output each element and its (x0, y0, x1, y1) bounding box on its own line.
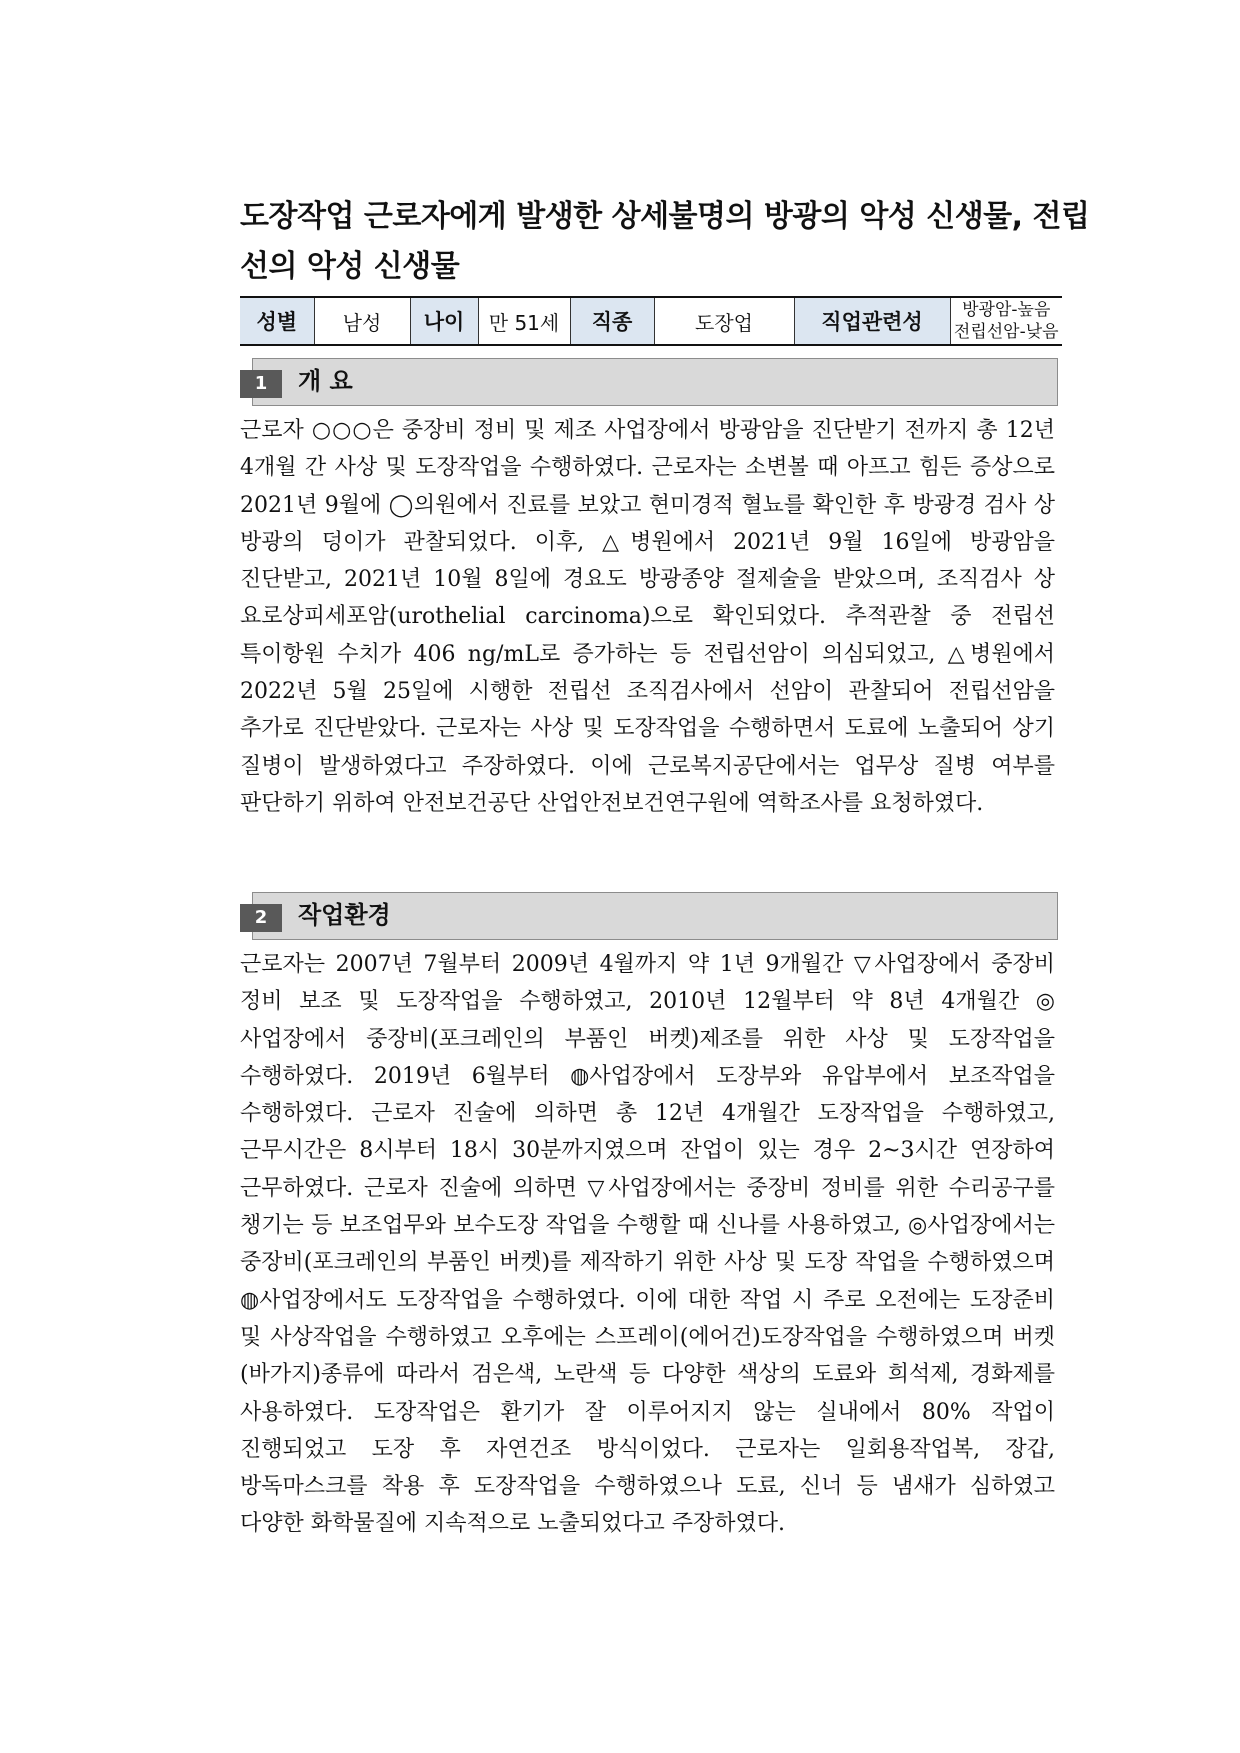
relevance-value (950, 297, 1062, 345)
gender-value: 남성 (314, 297, 410, 345)
relevance-bladder: 방광암-높음 (962, 300, 1051, 320)
section-header-work-environment (240, 892, 1058, 940)
relevance-prostate: 전립선암-낮음 (953, 322, 1059, 342)
relevance-label: 직업관련성 (794, 297, 950, 345)
section-body-work-environment: 근로자는 2007년 7월부터 2009년 4월까지 약 1년 9개월간 ▽사업장에서 중장비 정비 보조 및 도장작업을 수행하였고, 2010년 12월부터 약 8년 4개월간 ◎사업장에서 중장비(포크레인의 부품인 버켓)제조를 위한 사상 및 도장작업을 수행하였다. 2019년 6월부터 ◍사업장에서 도장부와 유압부에서 보조작업을 수행하였다. 근로자 진술에 의하면 총 12년 4개월간 도장작업을 수행하였고, 근무시간은 8시부터 18시 30분까지였으며 잔업이 있는 경우 2~3시간 연장하여 근무하였다. 근로자 진술에 의하면 ▽사업장에서는 중장비 정비를 위한 수리공구를 챙기는 등 보조업무와 보수도장 작업을 수행할 때 신나를 사용하였고, ◎사업장에서는 중장비(포크레인의 부품인 버켓)를 제작하기 위한 사상 및 도장 작업을 수행하였으며 ◍사업장에서도 도장작업을 수행하였다. 이에 대한 작업 시 주로 오전에는 도장준비 및 사상작업을 수행하였고 오후에는 스프레이(에어건)도장작업을 수행하였으며 버켓(바가지)종류에 따라서 검은색, 노란색 등 다양한 색상의 도료와 희석제, 경화제를 사용하였다. 도장작업은 환기가 잘 이루어지지 않는 실내에서 80% 작업이 진행되었고 도장 후 자연건조 방식이었다. 근로자는 일회용작업복, 장갑, 방독마스크를 착용 후 도장작업을 수행하였으나 도료, 신너 등 냄새가 심하였고 다양한 화학물질에 지속적으로 노출되었다고 주장하였다. (240, 952, 1055, 1537)
case-info-table (240, 296, 1062, 346)
section-number: 1 (240, 370, 282, 398)
section-header-bar (252, 358, 1058, 406)
section-title: 개 요 (298, 367, 353, 395)
document-title: 도장작업 근로자에게 발생한 상세불명의 방광의 악성 신생물, 전립선의 악성 신생물 (240, 199, 1090, 284)
section-body-overview: 근로자 ○○○은 중장비 정비 및 제조 사업장에서 방광암을 진단받기 전까지 총 12년 4개월 간 사상 및 도장작업을 수행하였다. 근로자는 소변볼 때 아프고 힘든 증상으로 2021년 9월에 ◯의원에서 진료를 보았고 현미경적 혈뇨를 확인한 후 방광경 검사 상 방광의 덩이가 관찰되었다. 이후, △병원에서 2021년 9월 16일에 방광암을 진단받고, 2021년 10월 8일에 경요도 방광종양 절제술을 받았으며, 조직검사 상 요로상피세포암(urothelial carcinoma)으로 확인되었다. 추적관찰 중 전립선 특이항원 수치가 406 ng/mL로 증가하는 등 전립선암이 의심되었고, △병원에서 2022년 5월 25일에 시행한 전립선 조직검사에서 선암이 관찰되어 전립선암을 추가로 진단받았다. 근로자는 사상 및 도장작업을 수행하면서 도료에 노출되어 상기 질병이 발생하였다고 주장하였다. 이에 근로복지공단에서는 업무상 질병 여부를 판단하기 위하여 안전보건공단 산업안전보건연구원에 역학조사를 요청하였다. (240, 418, 1055, 816)
section-title: 작업환경 (298, 901, 391, 929)
job-value: 도장업 (654, 297, 794, 345)
section-header-overview (240, 358, 1058, 406)
section-number: 2 (240, 904, 282, 932)
job-label: 직종 (570, 297, 654, 345)
age-value: 만 51세 (478, 297, 570, 345)
gender-label: 성별 (240, 297, 314, 345)
age-label: 나이 (410, 297, 478, 345)
